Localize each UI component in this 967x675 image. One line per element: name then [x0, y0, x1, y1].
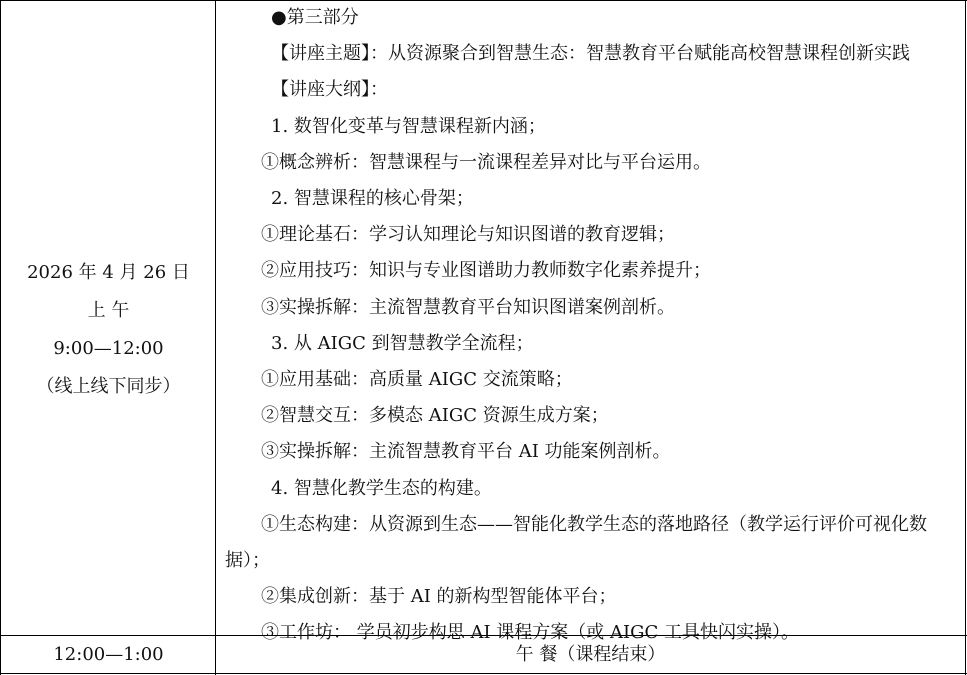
lunch-time: 12:00—1:00	[53, 644, 164, 665]
column-divider	[215, 0, 216, 675]
session-content-cell	[225, 8, 960, 652]
outline-item: 1. 数智化变革与智慧课程新内涵；	[271, 115, 546, 137]
session-period: 上 午	[87, 300, 130, 321]
outline-item: ②集成创新：基于 AI 的新构型智能体平台；	[261, 586, 617, 608]
outline-item-ecosystem: ①生态构建：从资源到生态——智能化教学生态的落地路径（教学运行评价可视化数据）；	[225, 513, 927, 572]
section-title: ●第三部分	[271, 7, 359, 28]
table-border-right	[965, 0, 966, 675]
outline-title: 【讲座大纲】：	[271, 79, 388, 101]
outline-item: ①应用基础：高质量 AIGC 交流策略；	[261, 369, 573, 391]
lunch-label: 午 餐（课程结束）	[515, 644, 666, 665]
outline-item: ①概念辨析：智慧课程与一流课程差异对比与平台运用。	[261, 151, 711, 173]
outline-item: 3. 从 AIGC 到智慧教学全流程；	[271, 332, 534, 354]
outline-item: 4. 智慧化教学生态的构建。	[271, 477, 492, 499]
table-border-left	[0, 0, 1, 675]
session-mode: （线上线下同步）	[36, 376, 181, 397]
outline-item: ①理论基石：学习认知理论与知识图谱的教育逻辑；	[261, 224, 675, 246]
session-time: 9:00—12:00	[53, 338, 164, 359]
table-border-bottom	[0, 673, 967, 674]
outline-item: ②智慧交互：多模态 AIGC 资源生成方案；	[261, 405, 609, 427]
lecture-topic: 【讲座主题】：从资源聚合到智慧生态：智慧教育平台赋能高校智慧课程创新实践	[271, 43, 910, 65]
session-date: 2026 年 4 月 26 日	[27, 262, 190, 283]
outline-item: ②应用技巧：知识与专业图谱助力教师数字化素养提升；	[261, 260, 711, 282]
outline-item: ③实操拆解：主流智慧教育平台 AI 功能案例剖析。	[261, 441, 671, 463]
outline-item: 2. 智慧课程的核心骨架；	[271, 188, 474, 210]
outline-item: ③实操拆解：主流智慧教育平台知识图谱案例剖析。	[261, 296, 675, 318]
outline-item: ③工作坊： 学员初步构思 AI 课程方案（或 AIGC 工具快闪实操）。	[261, 622, 799, 644]
session-time-cell	[3, 254, 214, 406]
